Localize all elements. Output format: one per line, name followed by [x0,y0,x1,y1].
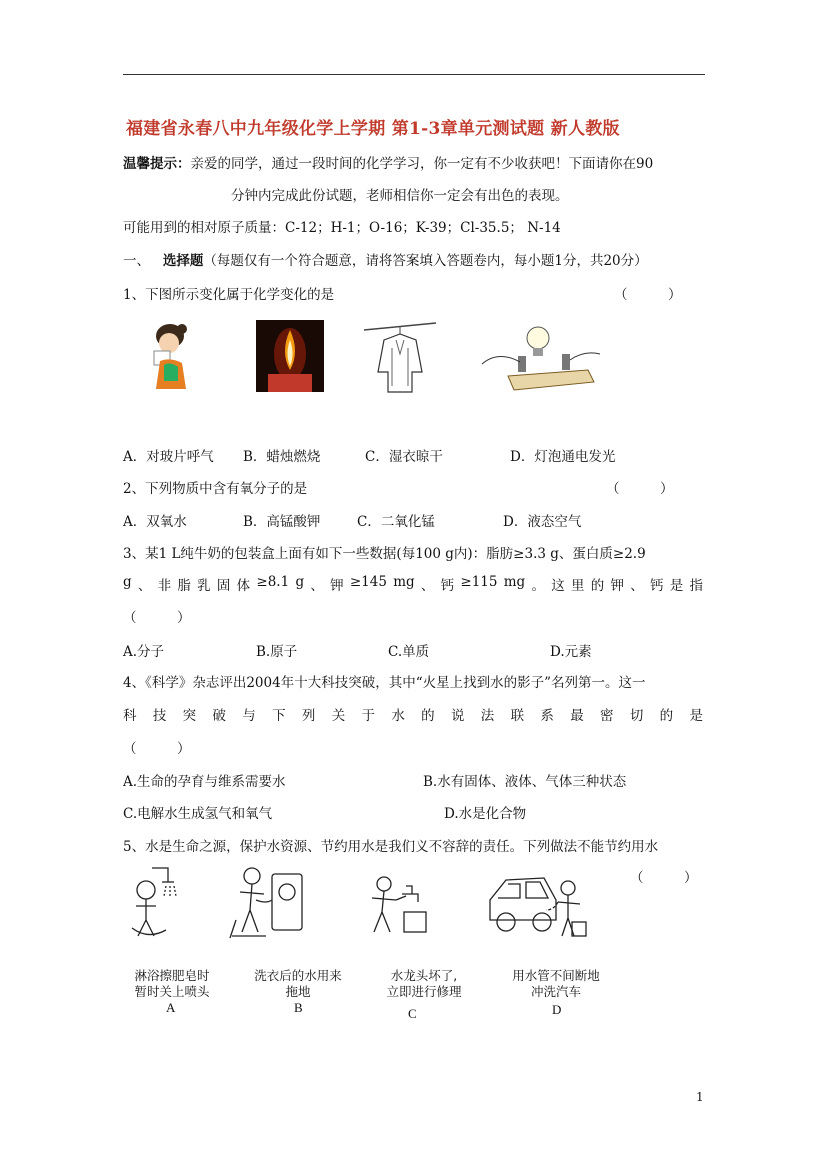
q3-word: 指 [689,578,703,594]
q4-word: 的 [421,708,435,724]
section-1-heading [123,249,648,269]
caption-d [502,968,610,1000]
q4-word: 下 [272,708,286,724]
q4-word: 与 [242,708,256,724]
q5-stem: 5、水是生命之源，保护水资源、节约用水是我们义不容辞的责任。下列做法不能节约用水 [123,839,659,855]
caption-a-letter: A [166,1000,176,1015]
q3-word: 的 [590,578,605,594]
q3-word: 钾 [330,578,344,594]
q4-word: 于 [361,708,375,724]
q3-option-d: D.元素 [550,644,592,660]
q3-word: 钙 [440,578,455,594]
q4-word: 破 [212,708,226,724]
section-number: 一、 [123,253,150,269]
q3-word: 、 [630,578,644,594]
q3-word: 是 [669,578,684,594]
q4-word: 法 [480,708,495,724]
q4-paren: （ ） [123,741,191,757]
q3-word: 里 [570,578,585,594]
q3-line-1: 3、某1 L纯牛奶的包装盒上面有如下一些数据(每100 g内)：脂肪≥3.3 g、蛋白质≥2.9 [123,546,646,562]
q3-line-2 [123,574,703,594]
q4-word: 密 [600,708,614,724]
q3-word: 、 [310,578,324,594]
q4-word: 水 [391,708,405,724]
q3-word: 、 [420,578,435,594]
caption-a-line-1: 淋浴擦肥皂时 [134,968,210,983]
q4-word: 是 [689,708,703,724]
q1-option-d: D．灯泡通电发光 [510,449,616,465]
q4-word: 科 [123,708,137,724]
q1-paren: （ ） [614,287,682,303]
page-title: 福建省永春八中九年级化学上学期 第1-3章单元测试题 新人教版 [126,119,620,139]
caption-c [376,968,472,1000]
light-bulb-circuit-icon [478,320,602,392]
tip-line-1 [123,152,653,172]
q2-option-d: D．液态空气 [503,514,582,530]
drying-shirt-icon [362,320,438,395]
q3-word: g [295,574,305,590]
q4-line-1: 4、《科学》杂志评出2004年十大科技突破，其中“火星上找到水的影子”名列第一。这一 [123,675,646,691]
q3-word: g [123,574,132,590]
q2-paren: （ ） [606,481,674,497]
caption-c-letter: C [408,1006,417,1021]
q4-option-d: D.水是化合物 [444,806,527,822]
q3-option-a: A.分子 [123,644,165,660]
q4-word: 最 [570,708,584,724]
q4-word: 技 [152,708,167,724]
caption-a-line-2: 暂时关上喷头 [134,984,210,999]
q3-word: 固 [216,578,231,594]
shower-icon [118,862,182,942]
q4-word: 系 [540,708,554,724]
q3-word: 非 [157,578,172,594]
q1-option-b: B．蜡烛燃烧 [243,449,321,465]
q1-option-c: C．湿衣晾干 [365,449,443,465]
q3-word: mg [393,574,415,590]
q4-word: 的 [659,708,674,724]
q3-word: 乳 [197,578,211,594]
q4-word: 关 [331,708,346,724]
q4-word: 切 [629,708,644,724]
caption-b [246,968,350,1000]
atomic-masses: 可能用到的相对原子质量：C-12；H-1；O-16；K-39；Cl-35.5； N-14 [123,220,561,236]
caption-a [124,968,220,1000]
q4-option-b: B.水有固体、液体、气体三种状态 [423,774,627,790]
q3-word: mg [503,574,526,590]
q3-word: ≥145 [349,574,387,590]
q4-word: 联 [510,708,525,724]
section-note: （每题仅有一个符合题意，请将答案填入答题卷内，每小题1分，共20分） [203,253,648,269]
tip-text-1: 亲爱的同学，通过一段时间的化学学习，你一定有不少收获吧！下面请你在90 [190,156,654,172]
caption-d-letter: D [552,1002,562,1017]
q3-word: ≥115 [460,574,498,590]
tip-label: 温馨提示： [123,156,191,172]
q3-option-b: B.原子 [256,644,298,660]
q4-word: 说 [450,708,465,724]
car-wash-icon [484,860,590,942]
girl-breathing-icon [146,321,196,391]
caption-d-line-1: 用水管不间断地 [512,968,600,983]
q1-stem: 1、下图所示变化属于化学变化的是 [123,287,335,303]
q1-option-a: A．对玻片呼气 [123,449,214,465]
q5-paren: （ ） [630,870,698,886]
candle-flame-icon [256,320,324,392]
q2-stem: 2、下列物质中含有氧分子的是 [123,481,308,497]
q2-option-b: B．高锰酸钾 [243,514,321,530]
caption-c-line-2: 立即进行修理 [386,984,462,999]
q4-option-a: A.生命的孕育与维系需要水 [123,774,286,790]
caption-c-line-1: 水龙头坏了, [390,968,458,983]
caption-d-line-2: 冲洗汽车 [530,984,581,999]
q3-paren: （ ） [123,610,191,626]
q4-option-c: C.电解水生成氢气和氧气 [123,806,273,822]
caption-b-line-2: 拖地 [285,984,311,999]
q3-word: 、 [137,578,152,594]
q2-option-c: C．二氧化锰 [357,514,435,530]
faucet-repair-icon [362,872,432,938]
q2-option-a: A．双氧水 [123,514,187,530]
caption-b-letter: B [294,1000,303,1015]
q3-option-c: C.单质 [388,644,430,660]
section-name: 选择题 [162,253,204,269]
q3-word: 脂 [177,578,191,594]
q4-line-2 [123,704,703,724]
q3-word: 这 [551,578,565,594]
q3-word: 。 [531,578,545,594]
header-rule [123,74,705,75]
caption-b-line-1: 洗衣后的水用来 [254,968,342,983]
q3-word: 钾 [610,578,624,594]
q4-word: 列 [301,708,316,724]
mop-floor-icon [226,860,308,942]
q4-word: 突 [182,708,197,724]
q3-word: ≥8.1 [256,574,290,590]
q3-word: 体 [236,578,251,594]
q3-word: 钙 [649,578,664,594]
tip-line-2: 分钟内完成此份试题，老师相信你一定会有出色的表现。 [231,188,569,204]
page-number: 1 [696,1090,704,1104]
